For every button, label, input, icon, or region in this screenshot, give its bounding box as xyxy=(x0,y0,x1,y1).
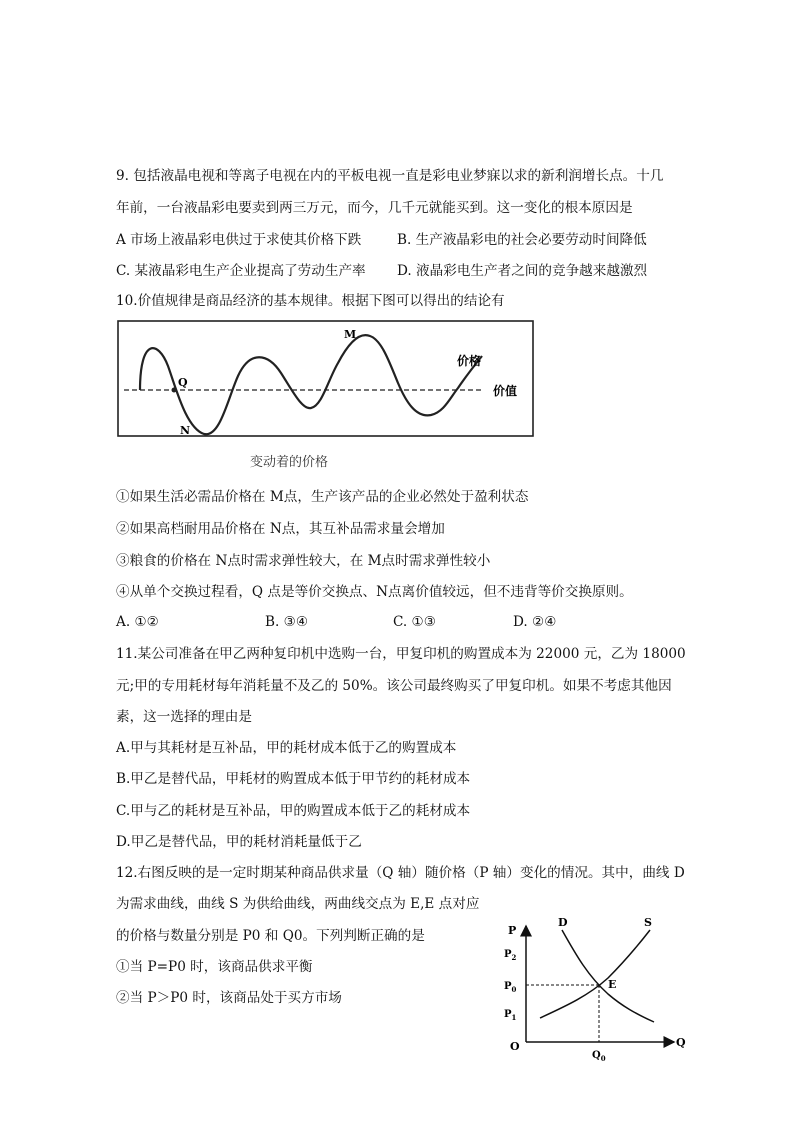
q10-item-2: ②如果高档耐用品价格在 N点，其互补品需求量会增加 xyxy=(116,521,445,537)
price-value-figure xyxy=(116,318,540,478)
label-m: M xyxy=(344,328,357,341)
supply-label: S xyxy=(644,916,652,929)
q9-option-b: B. 生产液晶彩电的社会必要劳动时间降低 xyxy=(397,232,647,248)
p2-label: $P_2$ xyxy=(504,949,517,962)
p-axis-label: P xyxy=(508,924,517,937)
p1-label: $P_1$ xyxy=(504,1009,517,1022)
label-price: 价格 xyxy=(457,354,482,368)
q11-stem-line1: 11.某公司准备在甲乙两种复印机中选购一台，甲复印机的购置成本为 22000 元，乙为 18000 xyxy=(116,646,686,662)
supply-curve xyxy=(540,930,650,1018)
q10-option-b: B. ③④ xyxy=(265,614,309,630)
label-n: N xyxy=(180,424,191,437)
origin-label: O xyxy=(510,1040,520,1053)
q10-option-a: A. ①② xyxy=(116,614,159,630)
q11-option-a: A.甲与其耗材是互补品，甲的耗材成本低于乙的购置成本 xyxy=(116,740,457,756)
q9-option-c: C. 某液晶彩电生产企业提高了劳动生产率 xyxy=(116,263,366,279)
q11-option-c: C.甲与乙的耗材是互补品，甲的购置成本低于乙的耗材成本 xyxy=(116,803,471,819)
q9-stem-line1: 9. 包括液晶电视和等离子电视在内的平板电视一直是彩电业梦寐以求的新利润增长点。十几 xyxy=(116,168,664,184)
price-curve xyxy=(140,335,482,434)
q10-option-c: C. ①③ xyxy=(393,614,436,630)
q10-option-d: D. ②④ xyxy=(513,614,557,630)
q10-item-4: ④从单个交换过程看，Q 点是等价交换点、N点离价值较远，但不违背等价交换原则。 xyxy=(116,584,633,600)
label-q: Q xyxy=(178,376,188,389)
q9-option-d: D. 液晶彩电生产者之间的竞争越来越激烈 xyxy=(397,263,648,279)
q12-stem-line3: 的价格与数量分别是 P0 和 Q0。下列判断正确的是 xyxy=(116,928,425,944)
q9-stem-line2: 年前，一台液晶彩电要卖到两三万元，而今，几千元就能买到。这一变化的根本原因是 xyxy=(116,200,633,216)
q9-option-a: A 市场上液晶彩电供过于求使其价格下跌 xyxy=(116,232,362,248)
q0-label: $Q_0$ xyxy=(592,1050,606,1062)
demand-curve xyxy=(562,930,654,1022)
label-value: 价值 xyxy=(493,384,518,398)
q10-stem: 10.价值规律是商品经济的基本规律。根据下图可以得出的结论有 xyxy=(116,293,505,309)
q12-item-1: ①当 P=P0 时，该商品供求平衡 xyxy=(116,959,313,975)
point-e-label: E xyxy=(608,978,617,991)
point-q xyxy=(172,388,177,393)
q10-item-3: ③粮食的价格在 N点时需求弹性较大，在 M点时需求弹性较小 xyxy=(116,553,491,569)
supply-demand-figure xyxy=(496,910,696,1062)
q11-stem-line2: 元;甲的专用耗材每年消耗量不及乙的 50%。该公司最终购买了甲复印机。如果不考虑其他因 xyxy=(116,678,672,694)
q12-stem-line2: 为需求曲线，曲线 S 为供给曲线，两曲线交点为 E,E 点对应 xyxy=(116,896,480,912)
q12-item-2: ②当 P＞P0 时，该商品处于买方市场 xyxy=(116,990,342,1006)
p0-label: $P_0$ xyxy=(504,981,517,994)
q10-item-1: ①如果生活必需品价格在 M点，生产该产品的企业必然处于盈利状态 xyxy=(116,489,529,505)
q-axis-label: Q xyxy=(676,1036,686,1049)
q11-option-b: B.甲乙是替代品，甲耗材的购置成本低于甲节约的耗材成本 xyxy=(116,771,471,787)
q11-stem-line3: 素，这一选择的理由是 xyxy=(116,709,252,725)
q11-option-d: D.甲乙是替代品，甲的耗材消耗量低于乙 xyxy=(116,834,362,850)
demand-label: D xyxy=(558,916,568,929)
q12-stem-line1: 12.右图反映的是一定时期某种商品供求量（Q 轴）随价格（P 轴）变化的情况。其中，曲线 D xyxy=(116,865,685,881)
figure-caption: 变动着的价格 xyxy=(250,455,329,470)
